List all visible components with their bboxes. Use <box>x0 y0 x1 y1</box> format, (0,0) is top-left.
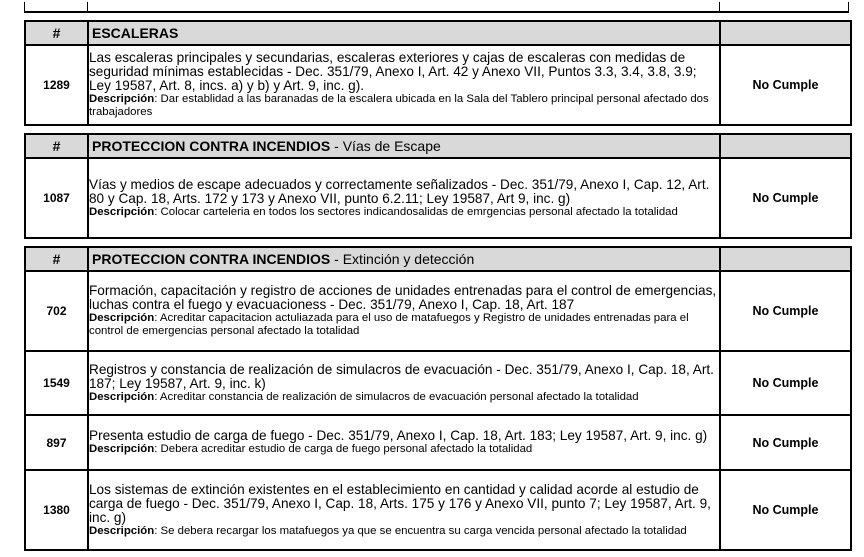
item-code: 1380 <box>25 470 88 550</box>
status-badge: No Cumple <box>720 351 851 415</box>
description-text: Descripción: Se debera recargar los matafuegos ya que se encuentra su carga vencida personal afectado la totalidad <box>89 524 687 537</box>
section-title: ESCALERAS <box>88 21 720 45</box>
column-number-header: # <box>25 21 88 45</box>
section-vias-de-escape <box>24 133 852 239</box>
table-row <box>25 415 851 470</box>
description-text: Descripción: Dar establidad a las baranadas de la escalera ubicada en la Sala del Tablero principal personal afectado dos trabajadores <box>89 93 709 118</box>
item-body <box>88 158 720 238</box>
description-text: Descripción: Debera acreditar estudio de carga de fuego personal afectado la totalidad <box>89 443 533 455</box>
requirement-text: Las escaleras principales y secundarias, escaleras exteriores y cajas de escaleras con medidas de seguridad mínimas establecidas - Dec. 351/79, Anexo I, Art. 42 y Anexo VII, Puntos 3.3, 3.4, 3.8, 3.9; Ley 19587, Art. 8, incs. a) y b) y Art. 9, inc. g). <box>89 50 697 93</box>
table-row <box>25 271 851 351</box>
requirement-text: Formación, capacitación y registro de acciones de unidades entrenadas para el control de emergencias, luchas contra el fuego y evacuacioness - Dec. 351/79, Anexo I, Cap. 18, Art. 187 <box>89 283 717 312</box>
item-code: 1289 <box>25 45 88 125</box>
item-code: 897 <box>25 415 88 470</box>
description-text: Descripción: Acreditar capacitacion actuliazada para el uso de matafuegos y Registro de unidades entrenadas para el control de emergencias personal afectado la totalidad <box>89 312 689 337</box>
item-body <box>88 271 720 351</box>
column-number-header: # <box>25 134 88 158</box>
item-body <box>88 351 720 415</box>
column-number-header: # <box>25 247 88 271</box>
section-title: PROTECCION CONTRA INCENDIOS - Vías de Escape <box>88 134 720 158</box>
table-row <box>25 470 851 550</box>
item-code: 1549 <box>25 351 88 415</box>
item-code: 1087 <box>25 158 88 238</box>
requirement-text: Presenta estudio de carga de fuego - Dec. 351/79, Anexo I, Cap. 18, Art. 183; Ley 19587, Art. 9, inc. g) <box>89 428 708 443</box>
status-header <box>720 134 851 158</box>
section-extincion-deteccion <box>24 246 852 551</box>
section-header <box>25 21 851 45</box>
requirement-text: Registros y constancia de realización de simulacros de evacuación - Dec. 351/79, Anexo I, Cap. 18, Art. 187; Ley 19587, Art. 9, inc. k) <box>89 361 714 391</box>
status-badge: No Cumple <box>720 158 851 238</box>
item-code: 702 <box>25 271 88 351</box>
item-body <box>88 415 720 470</box>
section-header <box>25 134 851 158</box>
table-row <box>25 158 851 238</box>
item-body <box>88 45 720 125</box>
status-header <box>720 21 851 45</box>
status-header <box>720 247 851 271</box>
requirement-text: Los sistemas de extinción existentes en el establecimiento en cantidad y calidad acorde al estudio de carga de fuego - Dec. 351/79, Anexo I, Cap. 18, Arts. 175 y 176 y Anexo VII, punto 7; Ley 19587, Art. 9, inc. g) <box>89 481 711 525</box>
previous-table-edge <box>24 2 849 13</box>
section-title: PROTECCION CONTRA INCENDIOS - Extinción y detección <box>88 247 720 271</box>
description-text: Descripción: Colocar carteleria en todos los sectores indicandosalidas de emrgencias personal afectado la totalidad <box>89 205 678 218</box>
table-row <box>25 45 851 125</box>
status-badge: No Cumple <box>720 45 851 125</box>
requirement-text: Vías y medios de escape adecuados y correctamente señalizados - Dec. 351/79, Anexo I, Cap. 12, Art. 80 y Cap. 18, Arts. 172 y 173 y Anexo VII, punto 6.2.11; Ley 19587, Art 9, inc. g) <box>89 176 710 206</box>
status-badge: No Cumple <box>720 415 851 470</box>
description-text: Descripción: Acreditar constancia de realización de simulacros de evacuación personal afectado la totalidad <box>89 390 639 403</box>
section-header <box>25 247 851 271</box>
table-row <box>25 351 851 415</box>
status-badge: No Cumple <box>720 271 851 351</box>
item-body <box>88 470 720 550</box>
section-escaleras <box>24 20 852 126</box>
status-badge: No Cumple <box>720 470 851 550</box>
